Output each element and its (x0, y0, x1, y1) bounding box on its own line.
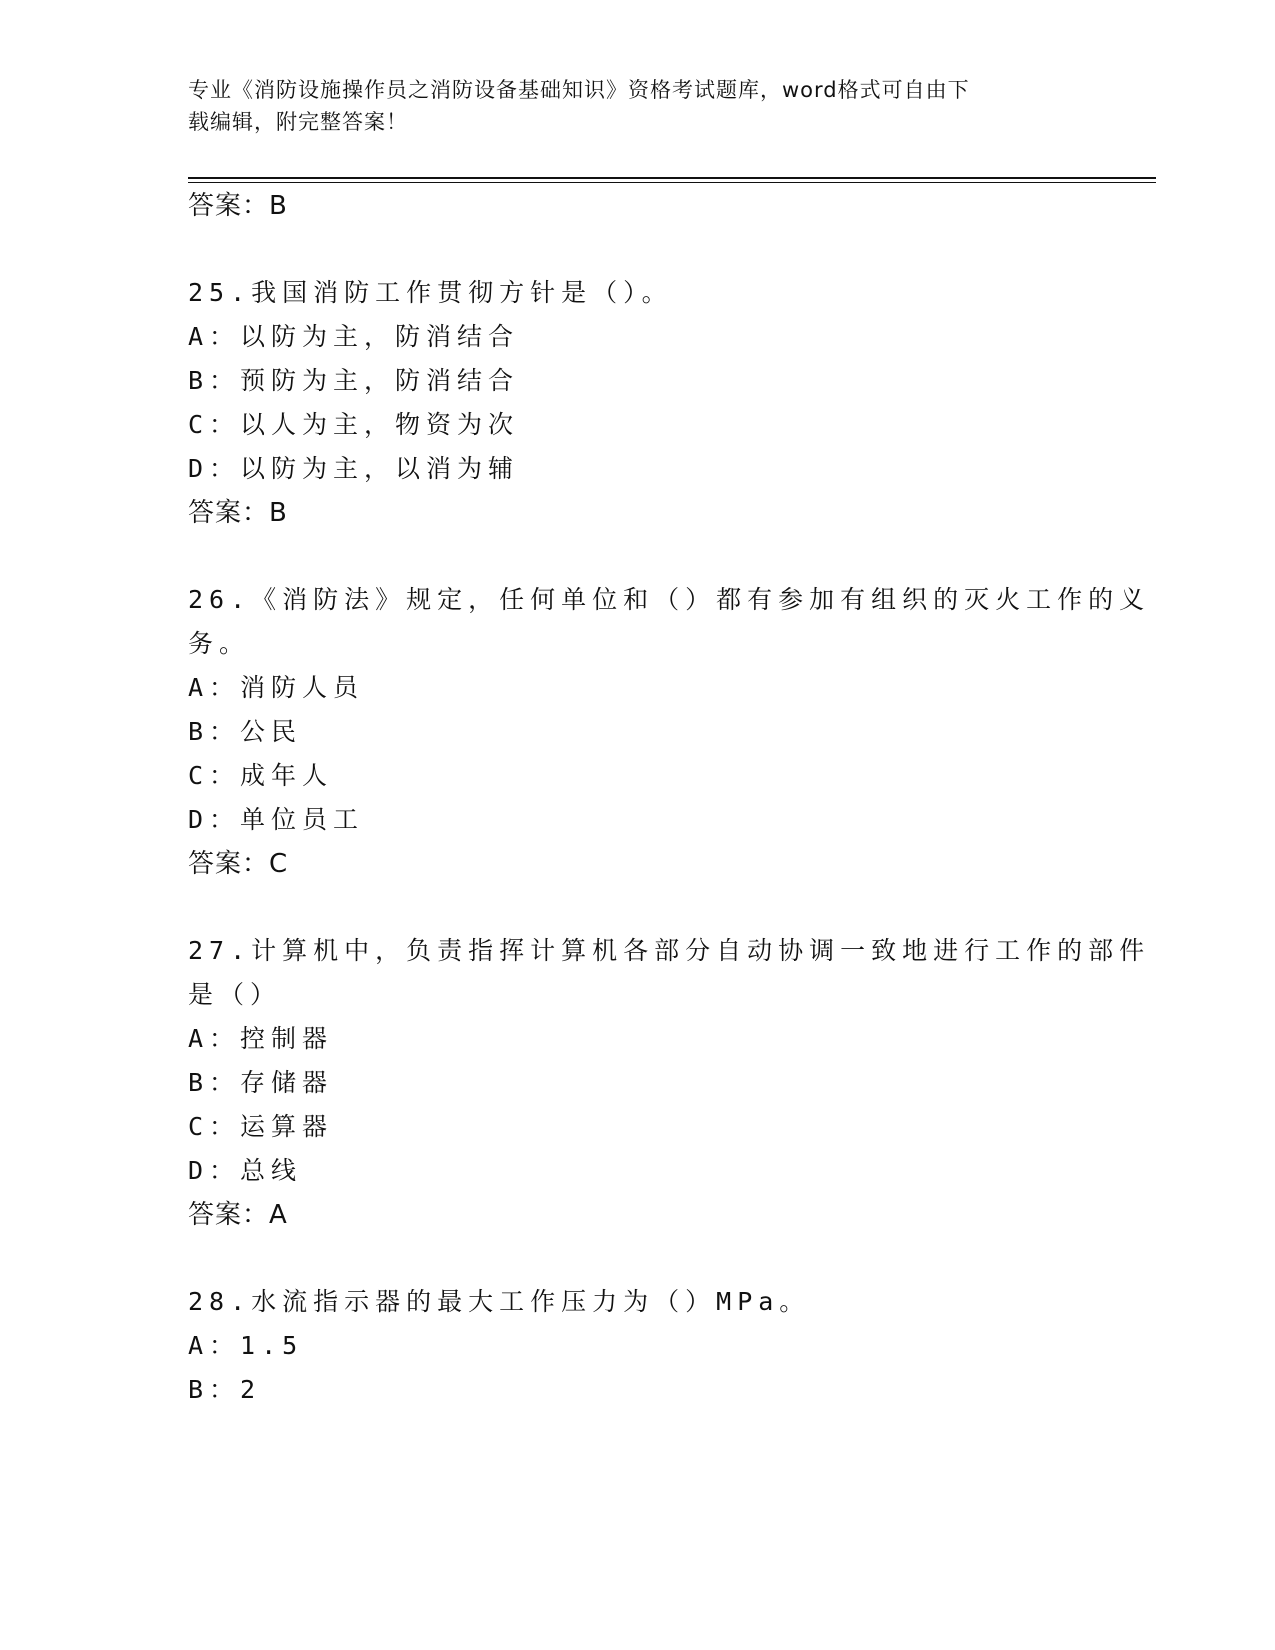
question-27-stem-line-1: 27.计算机中，负责指挥计算机各部分自动协调一致地进行工作的部件 (188, 936, 1151, 965)
question-26-option-c: C：成年人 (188, 761, 334, 790)
question-25-option-b: B：预防为主，防消结合 (188, 366, 520, 395)
answer-25: 答案：B (188, 498, 288, 528)
question-28-option-a: A：1.5 (188, 1331, 304, 1360)
answer-24: 答案：B (188, 191, 288, 221)
question-26-option-b: B：公民 (188, 717, 303, 746)
question-27-stem-line-2: 是（） (188, 980, 282, 1009)
document-header (188, 74, 1088, 138)
question-26-option-d: D：单位员工 (188, 805, 365, 834)
header-divider-thin (188, 182, 1156, 183)
question-28-stem: 28.水流指示器的最大工作压力为（）MPa。 (188, 1287, 811, 1316)
question-25-stem: 25.我国消防工作贯彻方针是（）。 (188, 278, 673, 307)
header-line-1: 专业《消防设施操作员之消防设备基础知识》资格考试题库，word格式可自由下 (188, 78, 970, 102)
question-25-option-a: A：以防为主，防消结合 (188, 322, 520, 351)
question-27-option-b: B：存储器 (188, 1068, 334, 1097)
question-27-option-c: C：运算器 (188, 1112, 334, 1141)
answer-26: 答案：C (188, 849, 289, 879)
question-28-option-b: B：2 (188, 1375, 262, 1404)
question-27-option-d: D：总线 (188, 1156, 303, 1185)
question-25-option-d: D：以防为主，以消为辅 (188, 454, 520, 483)
question-27-option-a: A：控制器 (188, 1024, 334, 1053)
question-26-option-a: A：消防人员 (188, 673, 365, 702)
question-26-stem-line-1: 26.《消防法》规定，任何单位和（）都有参加有组织的灭火工作的义 (188, 585, 1151, 614)
question-25-option-c: C：以人为主，物资为次 (188, 410, 520, 439)
header-divider-thick (188, 177, 1156, 179)
answer-27: 答案：A (188, 1200, 288, 1230)
header-line-2: 载编辑，附完整答案！ (188, 110, 408, 134)
question-26-stem-line-2: 务。 (188, 629, 251, 658)
